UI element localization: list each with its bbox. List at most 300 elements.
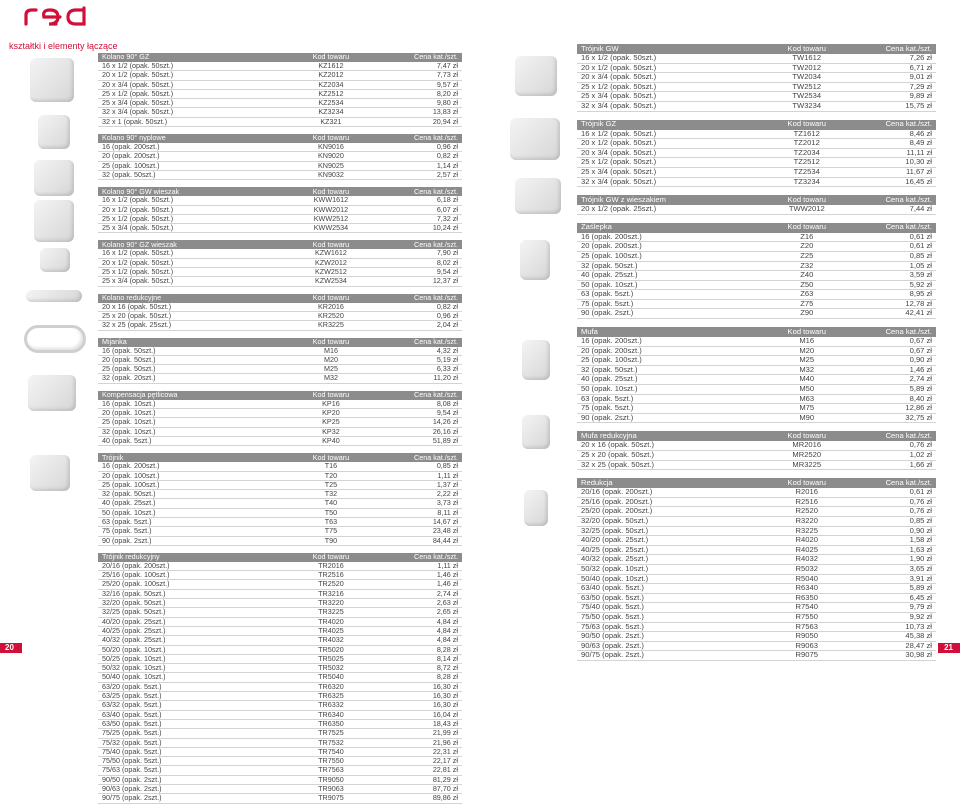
product-size: 90/75 (opak. 2szt.) — [98, 794, 287, 803]
product-price: 1,66 zł — [850, 460, 936, 470]
product-code: M16 — [287, 347, 374, 356]
product-size: 50 (opak. 10szt.) — [577, 280, 764, 290]
product-size: 50 (opak. 10szt.) — [98, 508, 287, 517]
product-price: 8,72 zł — [375, 664, 462, 673]
product-size: 32 x 1 (opak. 50szt.) — [98, 117, 287, 126]
product-code: KWW2012 — [287, 205, 374, 214]
product-size: 32/20 (opak. 50szt.) — [577, 516, 764, 526]
table-title: Trójnik redukcyjny — [98, 553, 287, 562]
product-price: 9,92 zł — [850, 612, 936, 622]
product-price: 5,89 zł — [850, 385, 936, 395]
table-row — [577, 460, 936, 470]
product-size: 20 (opak. 200szt.) — [577, 242, 764, 252]
product-price: 3,59 zł — [850, 271, 936, 281]
code-header: Kod towaru — [287, 240, 374, 249]
product-size: 32 (opak. 50szt.) — [577, 365, 764, 375]
product-size: 90 (opak. 2szt.) — [577, 413, 764, 423]
product-code: KZ2034 — [287, 80, 374, 89]
product-size: 16 (opak. 50szt.) — [98, 347, 287, 356]
product-price: 0,82 zł — [375, 303, 462, 312]
product-code: R3220 — [764, 516, 850, 526]
table-row — [577, 404, 936, 414]
elbow-nipple-image — [38, 115, 70, 149]
table-row — [98, 508, 462, 517]
product-size: 25 x 1/2 (opak. 50szt.) — [98, 268, 287, 277]
product-price: 9,79 zł — [850, 603, 936, 613]
product-code: R9050 — [764, 632, 850, 642]
table-title: Trójnik GW z wieszakiem — [577, 195, 764, 205]
product-code: R7550 — [764, 612, 850, 622]
product-price: 8,20 zł — [375, 89, 462, 98]
product-size: 50/40 (opak. 10szt.) — [577, 574, 764, 584]
product-size: 63/40 (opak. 5szt.) — [98, 710, 287, 719]
tee-image — [28, 375, 76, 411]
table-title: Kolano redukcyjne — [98, 294, 287, 303]
table-title: Kompensacja pętlicowa — [98, 391, 287, 400]
product-price: 4,84 zł — [375, 617, 462, 626]
table-row — [577, 54, 936, 63]
price-header: Cena kat./szt. — [375, 453, 462, 462]
product-price: 0,67 zł — [850, 337, 936, 346]
table-title: Kolano 90° GW wieszak — [98, 187, 287, 196]
tee-gw-hanger-image — [515, 178, 561, 214]
product-code: KZW2534 — [287, 277, 374, 286]
product-size: 20 x 3/4 (opak. 50szt.) — [98, 80, 287, 89]
product-code: R4020 — [764, 536, 850, 546]
price-header: Cena kat./szt. — [375, 553, 462, 562]
code-header: Kod towaru — [287, 134, 374, 143]
product-code: KZ3234 — [287, 108, 374, 117]
product-size: 32 x 3/4 (opak. 50szt.) — [577, 101, 764, 111]
product-size: 40/25 (opak. 25szt.) — [98, 626, 287, 635]
code-header: Kod towaru — [764, 327, 850, 337]
product-code: TR6350 — [287, 719, 374, 728]
table-row — [98, 374, 462, 383]
product-size: 63 (opak. 5szt.) — [98, 517, 287, 526]
product-code: T63 — [287, 517, 374, 526]
product-size: 75/50 (opak. 5szt.) — [577, 612, 764, 622]
product-code: KN9025 — [287, 161, 374, 170]
coupling-image — [522, 340, 550, 380]
product-size: 20 x 1/2 (opak. 50szt.) — [98, 205, 287, 214]
table-row — [577, 337, 936, 346]
product-code: TW2512 — [764, 82, 850, 92]
product-code: TZ2012 — [764, 139, 850, 149]
product-price: 2,74 zł — [375, 589, 462, 598]
product-price: 9,54 zł — [375, 409, 462, 418]
product-price: 8,14 zł — [375, 654, 462, 663]
product-code: KN9020 — [287, 152, 374, 161]
product-size: 20 x 1/2 (opak. 50szt.) — [577, 63, 764, 73]
table-row — [98, 729, 462, 738]
elbow-gw-hanger-image — [34, 160, 74, 196]
table-row — [577, 451, 936, 461]
code-header: Kod towaru — [764, 195, 850, 205]
product-size: 20/16 (opak. 200szt.) — [98, 562, 287, 571]
product-size: 25 (opak. 10szt.) — [98, 418, 287, 427]
product-size: 75/25 (opak. 5szt.) — [98, 729, 287, 738]
product-size: 25 x 3/4 (opak. 50szt.) — [98, 277, 287, 286]
table-row — [98, 152, 462, 161]
product-size: 90/75 (opak. 2szt.) — [577, 651, 764, 661]
product-code: R4025 — [764, 545, 850, 555]
price-header: Cena kat./szt. — [375, 53, 462, 62]
table-title: Mufa redukcyjna — [577, 431, 764, 441]
product-code: Z20 — [764, 242, 850, 252]
product-price: 9,54 zł — [375, 268, 462, 277]
product-price: 11,20 zł — [375, 374, 462, 383]
product-size: 25 (opak. 100szt.) — [577, 251, 764, 261]
product-code: TR6325 — [287, 692, 374, 701]
product-size: 75 (opak. 5szt.) — [98, 527, 287, 536]
table-title: Trójnik GW — [577, 44, 764, 54]
table-row — [577, 516, 936, 526]
product-code: R2520 — [764, 507, 850, 517]
product-code: T75 — [287, 527, 374, 536]
product-price: 8,40 zł — [850, 394, 936, 404]
table-row — [98, 224, 462, 233]
product-size: 25 (opak. 100szt.) — [577, 356, 764, 366]
price-table — [98, 553, 462, 804]
product-size: 32 (opak. 10szt.) — [98, 427, 287, 436]
table-title: Zaślepka — [577, 223, 764, 233]
table-row — [577, 271, 936, 281]
product-price: 10,24 zł — [375, 224, 462, 233]
price-header: Cena kat./szt. — [375, 187, 462, 196]
product-code: T20 — [287, 471, 374, 480]
page-number-right: 21 — [944, 643, 953, 652]
table-row — [98, 701, 462, 710]
product-code: Z63 — [764, 290, 850, 300]
product-size: 32/20 (opak. 50szt.) — [98, 599, 287, 608]
product-size: 16 x 1/2 (opak. 50szt.) — [98, 196, 287, 205]
crossover-image — [26, 290, 82, 302]
product-size: 40 (opak. 25szt.) — [98, 499, 287, 508]
product-price: 16,30 zł — [375, 692, 462, 701]
product-price: 8,02 zł — [375, 258, 462, 267]
product-price: 8,49 zł — [850, 139, 936, 149]
table-row — [98, 196, 462, 205]
product-code: MR3225 — [764, 460, 850, 470]
product-size: 25 x 3/4 (opak. 50szt.) — [98, 99, 287, 108]
product-price: 0,85 zł — [375, 462, 462, 471]
product-price: 3,91 zł — [850, 574, 936, 584]
product-size: 32 (opak. 20szt.) — [98, 374, 287, 383]
product-size: 20 x 1/2 (opak. 50szt.) — [577, 139, 764, 149]
product-size: 90 (opak. 2szt.) — [98, 536, 287, 545]
product-price: 6,33 zł — [375, 365, 462, 374]
table-row — [98, 71, 462, 80]
price-table — [98, 240, 462, 286]
product-code: KZW1612 — [287, 249, 374, 258]
price-header: Cena kat./szt. — [375, 391, 462, 400]
table-row — [577, 139, 936, 149]
product-size: 90/50 (opak. 2szt.) — [98, 775, 287, 784]
price-table — [577, 478, 936, 661]
product-price: 51,89 zł — [375, 436, 462, 445]
table-title: Mufa — [577, 327, 764, 337]
page-number-left: 20 — [5, 643, 14, 652]
product-code: R4032 — [764, 555, 850, 565]
product-price: 89,86 zł — [375, 794, 462, 803]
product-price: 8,46 zł — [850, 130, 936, 139]
product-price: 30,98 zł — [850, 651, 936, 661]
table-row — [577, 612, 936, 622]
product-size: 20 x 1/2 (opak. 50szt.) — [98, 71, 287, 80]
product-price: 8,11 zł — [375, 508, 462, 517]
table-row — [577, 251, 936, 261]
reducing-tee-image — [30, 455, 70, 491]
product-price: 0,96 zł — [375, 311, 462, 320]
product-price: 23,48 zł — [375, 527, 462, 536]
code-header: Kod towaru — [764, 223, 850, 233]
product-size: 32 x 3/4 (opak. 50szt.) — [577, 177, 764, 187]
product-size: 32 x 25 (opak. 50szt.) — [577, 460, 764, 470]
product-size: 20 (opak. 100szt.) — [98, 471, 287, 480]
product-price: 5,89 zł — [850, 584, 936, 594]
table-row — [577, 290, 936, 300]
product-size: 75 (opak. 5szt.) — [577, 404, 764, 414]
product-code: TR9075 — [287, 794, 374, 803]
product-price: 0,76 zł — [850, 497, 936, 507]
product-price: 7,26 zł — [850, 54, 936, 63]
elbow-gz-hanger-image — [34, 200, 74, 242]
product-size: 90/50 (opak. 2szt.) — [577, 632, 764, 642]
product-size: 40/32 (opak. 25szt.) — [577, 555, 764, 565]
price-header: Cena kat./szt. — [850, 478, 936, 488]
product-code: KZW2012 — [287, 258, 374, 267]
table-row — [577, 584, 936, 594]
product-price: 20,94 zł — [375, 117, 462, 126]
product-size: 50/32 (opak. 10szt.) — [577, 564, 764, 574]
product-price: 7,73 zł — [375, 71, 462, 80]
product-size: 90 (opak. 2szt.) — [577, 309, 764, 319]
product-code: M90 — [764, 413, 850, 423]
product-size: 75/63 (opak. 5szt.) — [577, 622, 764, 632]
product-code: TR6320 — [287, 682, 374, 691]
product-price: 2,65 zł — [375, 608, 462, 617]
product-price: 4,84 zł — [375, 636, 462, 645]
product-size: 25 (opak. 50szt.) — [98, 365, 287, 374]
reducer-image — [524, 490, 548, 526]
product-price: 5,92 zł — [850, 280, 936, 290]
price-table — [577, 44, 936, 112]
product-price: 14,67 zł — [375, 517, 462, 526]
product-size: 16 (opak. 200szt.) — [577, 233, 764, 242]
product-price: 8,28 zł — [375, 645, 462, 654]
price-table — [577, 120, 936, 188]
product-price: 6,71 zł — [850, 63, 936, 73]
tee-gw-image — [515, 56, 557, 96]
product-code: TWW2012 — [764, 205, 850, 214]
product-size: 40 (opak. 25szt.) — [577, 271, 764, 281]
product-price: 12,78 zł — [850, 299, 936, 309]
product-price: 1,46 zł — [375, 571, 462, 580]
product-code: TR7550 — [287, 757, 374, 766]
product-code: Z32 — [764, 261, 850, 271]
product-code: TR4020 — [287, 617, 374, 626]
product-size: 63 (opak. 5szt.) — [577, 394, 764, 404]
product-code: M50 — [764, 385, 850, 395]
product-code: KR2520 — [287, 311, 374, 320]
product-code: KP20 — [287, 409, 374, 418]
price-header: Cena kat./szt. — [850, 195, 936, 205]
product-price: 1,11 zł — [375, 562, 462, 571]
product-size: 16 (opak. 200szt.) — [98, 143, 287, 152]
product-price: 1,46 zł — [850, 365, 936, 375]
loop-compensator-image — [24, 325, 86, 353]
product-code: KZ2534 — [287, 99, 374, 108]
table-row — [98, 205, 462, 214]
product-code: M32 — [764, 365, 850, 375]
table-row — [98, 462, 462, 471]
product-size: 25 (opak. 100szt.) — [98, 480, 287, 489]
product-code: TR4032 — [287, 636, 374, 645]
product-code: Z25 — [764, 251, 850, 261]
product-code: T90 — [287, 536, 374, 545]
product-code: TR6340 — [287, 710, 374, 719]
product-size: 25 x 1/2 (opak. 50szt.) — [98, 89, 287, 98]
product-size: 20/16 (opak. 200szt.) — [577, 488, 764, 497]
product-price: 7,29 zł — [850, 82, 936, 92]
product-code: TR7525 — [287, 729, 374, 738]
product-price: 1,46 zł — [375, 580, 462, 589]
product-code: R3225 — [764, 526, 850, 536]
table-row — [98, 436, 462, 445]
product-price: 0,76 zł — [850, 441, 936, 450]
product-code: TR7540 — [287, 747, 374, 756]
table-row — [577, 158, 936, 168]
product-code: R9063 — [764, 641, 850, 651]
table-row — [98, 794, 462, 803]
product-price: 8,28 zł — [375, 673, 462, 682]
table-row — [98, 471, 462, 480]
reducing-coupling-image — [522, 415, 550, 449]
product-code: TW2534 — [764, 92, 850, 102]
product-price: 2,74 zł — [850, 375, 936, 385]
product-size: 20 x 16 (opak. 50szt.) — [98, 303, 287, 312]
table-row — [577, 555, 936, 565]
right-price-column — [577, 44, 936, 661]
table-row — [98, 499, 462, 508]
product-price: 11,11 zł — [850, 148, 936, 158]
product-size: 63/50 (opak. 5szt.) — [98, 719, 287, 728]
product-size: 50 (opak. 10szt.) — [577, 385, 764, 395]
code-header: Kod towaru — [764, 44, 850, 54]
product-code: R5032 — [764, 564, 850, 574]
code-header: Kod towaru — [287, 187, 374, 196]
product-price: 9,89 zł — [850, 92, 936, 102]
product-code: KN9016 — [287, 143, 374, 152]
product-code: Z40 — [764, 271, 850, 281]
product-code: R7540 — [764, 603, 850, 613]
product-size: 20 x 3/4 (opak. 50szt.) — [577, 73, 764, 83]
product-price: 14,26 zł — [375, 418, 462, 427]
product-price: 18,43 zł — [375, 719, 462, 728]
table-row — [98, 517, 462, 526]
product-size: 32/25 (opak. 50szt.) — [98, 608, 287, 617]
price-header: Cena kat./szt. — [375, 240, 462, 249]
product-price: 1,02 zł — [850, 451, 936, 461]
product-price: 3,65 zł — [850, 564, 936, 574]
product-size: 16 x 1/2 (opak. 50szt.) — [98, 62, 287, 71]
product-price: 0,90 zł — [850, 356, 936, 366]
product-price: 1,05 zł — [850, 261, 936, 271]
product-code: M40 — [764, 375, 850, 385]
product-size: 50/20 (opak. 10szt.) — [98, 645, 287, 654]
price-header: Cena kat./szt. — [850, 327, 936, 337]
product-code: KWW2512 — [287, 214, 374, 223]
product-code: TR2520 — [287, 580, 374, 589]
product-size: 32 (opak. 50szt.) — [98, 490, 287, 499]
product-code: R7563 — [764, 622, 850, 632]
product-code: R9075 — [764, 651, 850, 661]
product-code: T50 — [287, 508, 374, 517]
table-row — [98, 418, 462, 427]
product-price: 0,96 zł — [375, 143, 462, 152]
product-price: 7,47 zł — [375, 62, 462, 71]
code-header: Kod towaru — [764, 120, 850, 130]
product-code: KP32 — [287, 427, 374, 436]
product-price: 11,67 zł — [850, 167, 936, 177]
price-header: Cena kat./szt. — [850, 223, 936, 233]
product-price: 2,63 zł — [375, 599, 462, 608]
product-price: 1,37 zł — [375, 480, 462, 489]
product-size: 16 (opak. 200szt.) — [98, 462, 287, 471]
product-code: KP25 — [287, 418, 374, 427]
product-price: 6,45 zł — [850, 593, 936, 603]
table-title: Trójnik GZ — [577, 120, 764, 130]
product-size: 63 (opak. 5szt.) — [577, 290, 764, 300]
product-code: KN9032 — [287, 170, 374, 179]
product-code: TR7532 — [287, 738, 374, 747]
product-price: 1,90 zł — [850, 555, 936, 565]
page-footer — [0, 643, 960, 653]
product-size: 25 x 3/4 (opak. 50szt.) — [98, 224, 287, 233]
product-code: TZ2034 — [764, 148, 850, 158]
table-row — [98, 80, 462, 89]
code-header: Kod towaru — [287, 553, 374, 562]
product-price: 16,30 zł — [375, 701, 462, 710]
product-size: 20 x 3/4 (opak. 50szt.) — [577, 148, 764, 158]
product-price: 81,29 zł — [375, 775, 462, 784]
end-cap-image — [520, 240, 550, 280]
product-price: 7,90 zł — [375, 249, 462, 258]
code-header: Kod towaru — [287, 453, 374, 462]
product-code: T25 — [287, 480, 374, 489]
product-code: T32 — [287, 490, 374, 499]
reducing-elbow-image — [40, 248, 70, 272]
product-price: 9,80 zł — [375, 99, 462, 108]
table-row — [98, 580, 462, 589]
product-code: KWW2534 — [287, 224, 374, 233]
product-code: TZ3234 — [764, 177, 850, 187]
product-code: KP40 — [287, 436, 374, 445]
product-price: 0,82 zł — [375, 152, 462, 161]
product-code: Z90 — [764, 309, 850, 319]
product-code: M63 — [764, 394, 850, 404]
product-code: KZ1612 — [287, 62, 374, 71]
table-row — [98, 608, 462, 617]
product-code: R2516 — [764, 497, 850, 507]
elbow-gz-image — [30, 58, 74, 102]
product-size: 25 x 20 (opak. 50szt.) — [98, 311, 287, 320]
table-title: Kolano 90° GZ — [98, 53, 287, 62]
product-size: 75/63 (opak. 5szt.) — [98, 766, 287, 775]
code-header: Kod towaru — [764, 478, 850, 488]
product-price: 21,99 zł — [375, 729, 462, 738]
product-price: 15,75 zł — [850, 101, 936, 111]
